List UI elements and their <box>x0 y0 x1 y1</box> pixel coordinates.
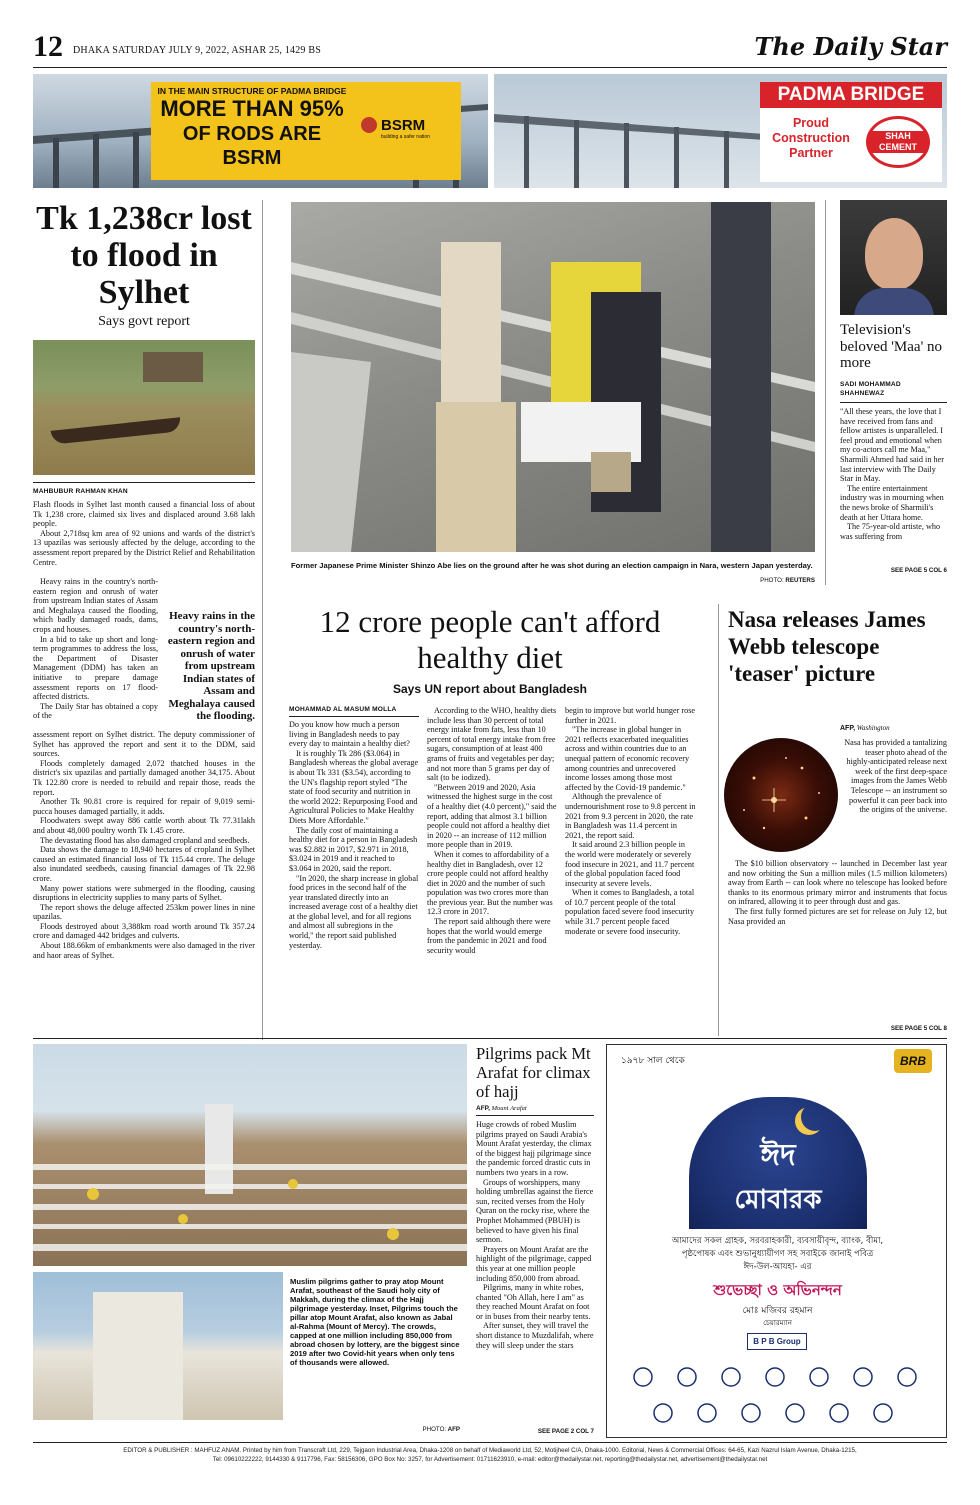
page-number: 12 <box>33 30 63 63</box>
flood-para: Floods destroyed about 3,388km road worth around Tk 357.24 crore and damaged 442 bridges and culverts. <box>33 921 255 941</box>
hajj-para: Groups of worshippers, many holding umbrellas against the fierce sun, recited verses from the Holy Quran on the rocky rise, where the Prophet Mohammed (PBUH) is believed to have given his final sermon. <box>476 1177 594 1245</box>
flood-para: Heavy rains in the country's north-eastern region and onrush of water from upstream Indian states of Assam and Meghalaya caused the flooding, which badly damaged roads, dams, crops and houses. <box>33 577 158 634</box>
hajj-place: Mount Arafat <box>491 1105 527 1112</box>
maa-continued[interactable]: SEE PAGE 5 COL 6 <box>890 567 947 574</box>
abe-credit <box>291 577 815 584</box>
nasa-place: Washington <box>856 724 890 732</box>
diet-para: Although the prevalence of undernourishment rose to 9.8 percent in 2021 from 9.3 percent in 2020, the rate in Bangladesh was 11.4 percent in 2021, the report said. <box>565 792 696 840</box>
flood-narrow-column <box>33 577 158 721</box>
bsrm-line2: MORE THAN 95% <box>160 96 344 121</box>
shah-brand2: CEMENT <box>879 142 917 152</box>
diet-para: Do you know how much a person living in Bangladesh needs to pay every day to maintain a healthy diet? <box>289 720 410 749</box>
eid-title-2: মোবারক <box>734 1185 822 1215</box>
imprint-footer <box>33 1446 947 1464</box>
diet-para: According to the WHO, healthy diets include less than 30 percent of total energy intake from fats, less than 10 percent of total energy intake from free sugars, consumption of at least 400 grams of fruits and vegetables per day; and not more than 5 grams per day of salt (to be iodized). <box>427 706 557 783</box>
nasa-continued[interactable]: SEE PAGE 5 COL 8 <box>890 1025 947 1032</box>
sharmili-portrait <box>840 200 947 315</box>
maa-para: The entire entertainment industry was in mourning when the news broke of Sharmili's death at her Uttara home. <box>840 483 944 522</box>
eid-since: ১৯৭৮ সাল থেকে <box>621 1056 685 1066</box>
crescent-moon-icon <box>801 1103 829 1131</box>
nasa-wrap-text: Nasa has provided a tantalizing teaser photo ahead of the highly-anticipated release next week of the first deep-space images from the James Webb Telescope -- an instrument so powerful it can peer back into the origins of the universe. <box>844 738 947 815</box>
webb-teaser-image <box>724 738 838 852</box>
flood-intro-para: Flash floods in Sylhet last month caused a financial loss of about Tk 1,238 crore, claimed six lives and displaced around 3.68 lakh people. <box>33 500 255 529</box>
hajj-para: Huge crowds of robed Muslim pilgrims prayed on Saudi Arabia's Mount Arafat yesterday, the climax of the biggest hajj pilgrimage since the pandemic forced drastic cuts in numbers two years in a row. <box>476 1120 592 1177</box>
diet-col3 <box>565 706 697 936</box>
abe-credit-source: REUTERS <box>785 577 815 584</box>
masthead <box>33 28 947 68</box>
nasa-dateline <box>840 724 890 732</box>
maa-body <box>840 407 947 541</box>
eid-message-line: পৃষ্ঠপোষক এবং শুভানুধ্যায়ীগণ সহ সবাইকে জানাই পবিত্র <box>681 1249 874 1259</box>
flood-boat <box>51 417 182 445</box>
eid-title-1: ঈদ <box>760 1138 796 1173</box>
arafat-inset-photo <box>33 1272 283 1420</box>
diet-col2 <box>427 706 557 955</box>
diet-col1 <box>289 720 419 950</box>
diet-subhead: Says UN report about Bangladesh <box>392 682 588 696</box>
shah-line1: Proud <box>792 116 830 130</box>
diet-headline[interactable]: 12 crore people can't afford healthy diet <box>319 604 661 675</box>
flood-para: assessment report on Sylhet district. The deputy commissioner of Sylhet has approved the report and sent it to the DDM, said sources. <box>33 730 255 759</box>
diet-para: "The increase in global hunger in 2021 reflects exacerbated inequalities across and within countries due to an unequal pattern of economic recovery among countries and unrecovered income losses among those most affected by the Covid-19 pandemic." <box>565 725 690 792</box>
flood-para: The report shows the deluge affected 253km power lines in nine upazilas. <box>33 902 255 922</box>
imprint-line: Tel: 09610222222, 9144330 & 9117796, Fax: 58156306, GPO Box No: 3257, for Advertisement: 01711623910, e-mail: editor@thedailystar.net, reporting@thedailystar.net, advertisement@thedailystar.net <box>212 1456 768 1463</box>
flood-para: About 188.66km of embankments were also damaged in the river and haor areas of Sylhet. <box>33 941 255 960</box>
flood-para: Floods completely damaged 2,072 thatched houses in the district's six upazilas and partially damaged another 34,175. About Tk 122.80 crore is needed to rebuild and repair those, reads the report. <box>33 758 255 797</box>
bsrm-ad[interactable] <box>33 74 488 188</box>
flood-para: Another Tk 90.81 crore is required for repair of 9,019 semi-pucca houses damaged partially, it adds. <box>33 797 255 816</box>
nasa-para: The first fully formed pictures are set for release on July 12, but Nasa provided an <box>728 906 947 926</box>
flood-para: The Daily Star has obtained a copy of the <box>33 701 158 721</box>
hajj-para: Prayers on Mount Arafat are the highlight of the pilgrimage, capped this year at one million people including 850,000 from abroad. <box>476 1244 592 1283</box>
hajj-headline[interactable]: Pilgrims pack Mt Arafat for climax of hajj <box>476 1044 591 1101</box>
flood-para: Many power stations were submerged in the flooding, causing disruptions in electricity supplies to many parts of Sylhet. <box>33 883 255 903</box>
flood-photo <box>33 340 255 475</box>
diet-para: The daily cost of maintaining a healthy diet for a person in Bangladesh was $2.882 in 2017, $2.971 in 2018, $3.024 in 2019 and it reached to $3.064 in 2020, said the report. <box>289 825 418 873</box>
sister-concern-logos <box>623 1361 933 1431</box>
shah-logo <box>866 116 930 168</box>
hajj-para: After sunset, they will travel the short distance to Muzdalifah, where they will sleep under the stars <box>476 1321 594 1350</box>
maa-byline: SADI MOHAMMAD SHAHNEWAZ <box>840 381 901 397</box>
flood-para: Data shows the damage to 18,940 hectares of cropland in Sylhet caused an estimated financial loss of Tk 115.44 crore. The deluge also inundated seedbeds, causing financial damages of Tk 22.98 crore. <box>33 845 255 883</box>
bsrm-banner <box>151 82 461 180</box>
flood-para: In a bid to take up short and long-term programmes to address the loss, the Department of Disaster Management (DDM) has taken an initiative to prepare damage assessment reports on 17 flood-affected districts. <box>33 634 158 702</box>
flood-rest <box>33 730 255 960</box>
bsrm-brand: BSRM <box>381 116 426 134</box>
hajj-agency: AFP, <box>476 1105 490 1112</box>
imprint-line: EDITOR & PUBLISHER : MAHFUZ ANAM. Printed by him from Transcraft Ltd, 229, Tejgaon Industrial Area, Dhaka-1208 on behalf of Mediaworld Ltd, 52, Motijheel C/A, Dhaka-1000. Editorial, News & Commercial Offices: 64-65, Kazi Nazrul Islam Avenue, Dhaka-1215, <box>123 1447 857 1454</box>
diet-para: The report said although there were hopes that the world would emerge from the pandemic in 2021 and food security would <box>427 917 551 955</box>
abe-caption: Former Japanese Prime Minister Shinzo Abe lies on the ground after he was shot during an election campaign in Nara, western Japan yesterday. <box>291 561 813 570</box>
paper-name: The Daily Star <box>754 32 947 61</box>
bsrm-line3: OF RODS ARE BSRM <box>182 123 322 169</box>
maa-para: "All these years, the love that I have received from fans and fellow artistes is unparalleled. I feel proud and emotional when my co-actors call me Maa," Sharmili Ahmed had said in her last interview with The Daily Star in May. <box>840 407 944 484</box>
shah-brand1: SHAH <box>885 131 911 141</box>
diet-para: "In 2020, the sharp increase in global food prices in the second half of the year translated directly into an increased average cost of a healthy diet at the global level, and for all regions and almost all subregions in the world," the report said published yesterday. <box>289 873 419 950</box>
flood-intro-para: About 2,718sq km area of 92 unions and wards of the district's 13 upazilas was seriously affected by the deluge, according to the assessment report prepared by the District Relief and Rehabilitation Centre. <box>33 528 255 567</box>
shah-cement-ad[interactable] <box>494 74 947 188</box>
eid-moon-panel <box>689 1097 867 1229</box>
bpb-group-logo: B P B Group <box>747 1333 807 1350</box>
flood-para: Floodwaters swept away 886 cattle worth about Tk 77.31lakh and about 48,000 poultry worth Tk 1.45 crore. <box>33 816 255 835</box>
arafat-photo <box>33 1044 467 1266</box>
hajj-photo-credit <box>290 1426 460 1433</box>
diet-byline: MOHAMMAD AL MASUM MOLLA <box>289 706 397 713</box>
hajj-body <box>476 1120 594 1350</box>
diet-para: begin to improve but world hunger rose further in 2021. <box>565 706 696 725</box>
eid-designation: চেয়ারম্যান <box>763 1319 792 1327</box>
eid-ad[interactable] <box>606 1044 947 1438</box>
eid-message-line: আমাদের সকল গ্রাহক, সরবরাহকারী, ব্যবসায়ীবৃন্দ, ব্যাংক, বীমা, <box>671 1236 884 1246</box>
eid-signatory: মোঃ মজিবর রহমান <box>742 1306 813 1316</box>
hajj-para: Pilgrims, many in white robes, chanted "Oh Allah, here I am" as they reached Mount Arafat on foot or in buses from their nearby tents. <box>476 1283 591 1321</box>
flood-intro <box>33 500 255 567</box>
flood-headline[interactable]: Tk 1,238cr lost to flood in Sylhet <box>36 200 252 311</box>
diet-para: When it comes to Bangladesh, a total of 10.7 percent people of the total population faced severe food insecurity while 31.7 percent people faced moderate or severe food insecurity. <box>565 888 695 936</box>
flood-para: The devastating flood has also damaged cropland and seedbeds. <box>40 835 250 845</box>
bsrm-line1: IN THE MAIN STRUCTURE OF PADMA BRIDGE <box>157 86 347 96</box>
shah-title: PADMA BRIDGE <box>760 82 942 108</box>
hajj-caption: Muslim pilgrims gather to pray atop Mount Arafat, southeast of the Saudi holy city of Makkah, during the climax of the Hajj pilgrimage yesterday. Inset, Pilgrims touch the pillar atop Mount Arafat, also known as Jabal al-Rahma (Mount of Mercy). The crowds, capped at one million including 850,000 from abroad chosen by lottery, are the biggest since 2019 after two Covid-hit years when only tens of thousands were allowed. <box>290 1277 460 1367</box>
bsrm-logo-icon <box>361 117 377 133</box>
bsrm-tagline: building a safer nation <box>381 134 430 140</box>
abe-photo <box>291 202 815 552</box>
diet-para: When it comes to affordability of a healthy diet in Bangladesh, over 12 crore people could not afford healthy diet in 2020 and the number of such population was two crores more than the previous year. But the number was 12.3 crore in 2017. <box>427 849 553 917</box>
abe-credit-label: PHOTO: <box>760 577 784 584</box>
maa-para: The 75-year-old artiste, who was suffering from <box>840 522 941 541</box>
flood-byline: MAHBUBUR RAHMAN KHAN <box>33 488 128 495</box>
flood-pullquote: Heavy rains in the country's north-eastern region and onrush of water from upstream Indian states of Assam and Meghalaya caused the flooding. <box>167 610 255 722</box>
nasa-agency: AFP, <box>840 725 856 732</box>
diet-para: It is roughly Tk 286 ($3.064) in Bangladesh whereas the global average is about Tk 331 ($3.54), according to the UN's flagship report styled "The state of food security and nutrition in the world 2022: Repurposing Food and Agricultural Policies to Make Healthy Diets More Affordable." <box>289 748 419 825</box>
nasa-body <box>728 859 947 926</box>
flood-subhead: Says govt report <box>98 314 190 329</box>
dateline: DHAKA SATURDAY JULY 9, 2022, ASHAR 25, 1429 BS <box>73 45 321 56</box>
diet-para: "Between 2019 and 2020, Asia witnessed the highest surge in the cost of a healthy diet (4.0 percent)," said the report, adding that almost 3.1 billion people could not afford a healthy diet in 2020 -- an increase of 112 million more people than in 2019. <box>427 782 557 850</box>
eid-greeting: শুভেচ্ছা ও অভিনন্দন <box>713 1281 842 1299</box>
hajj-credit-source: AFP <box>447 1426 460 1433</box>
maa-headline[interactable]: Television's beloved 'Maa' no more <box>840 322 943 371</box>
shah-panel <box>760 82 942 182</box>
brb-logo: BRB <box>894 1049 932 1073</box>
eid-message <box>615 1235 940 1274</box>
nasa-para: The $10 billion observatory -- launched in December last year and now orbiting the Sun a million miles (1.5 million kilometers) away from Earth -- can look where no telescope has looked before thanks to its enormous primary mirror and instruments that focus on infrared, allowing it to peer through dust and gas. <box>728 859 947 907</box>
diet-para: It said around 2.3 billion people in the world were moderately or severely food insecure in 2021, and 11.7 percent of the global population faced food insecurity at severe levels. <box>565 840 695 888</box>
hajj-dateline <box>476 1105 527 1112</box>
bsrm-logo <box>361 116 451 140</box>
shah-line2: Construction <box>772 131 850 145</box>
hajj-continued[interactable]: SEE PAGE 2 COL 7 <box>537 1428 594 1435</box>
eid-message-line: ঈদ-উল-আযহা- এর <box>743 1262 812 1272</box>
hajj-credit-label: PHOTO: <box>422 1426 447 1433</box>
nasa-headline[interactable]: Nasa releases James Webb telescope 'teaser' picture <box>728 607 926 686</box>
shah-line3: Partner <box>789 146 833 160</box>
